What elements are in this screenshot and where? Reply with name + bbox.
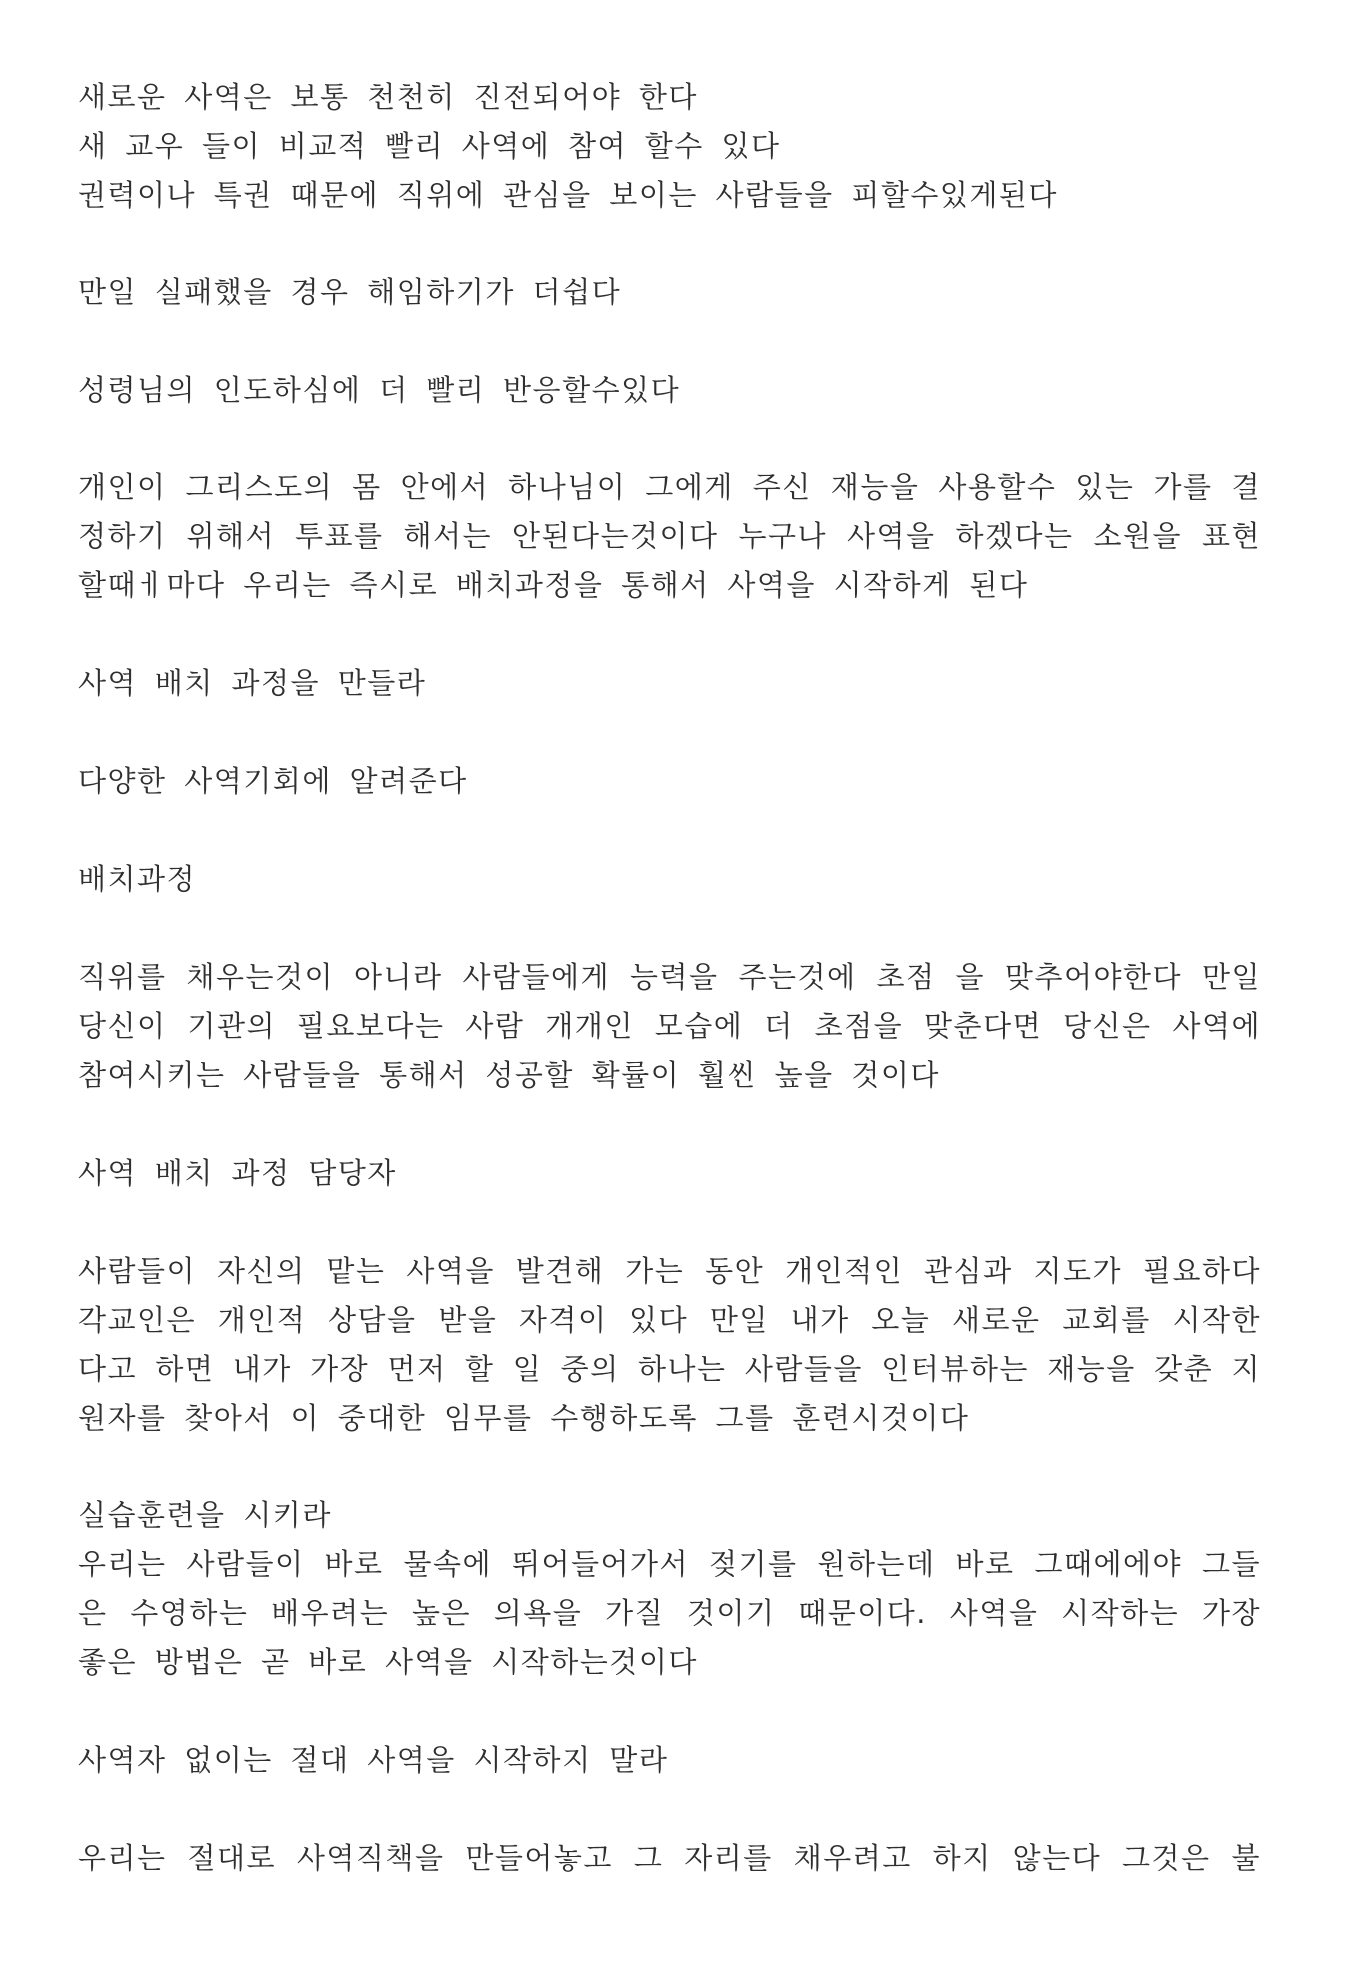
section-heading: 사역자 없이는 절대 사역을 시작하지 말라 xyxy=(78,1743,669,1777)
section-heading: 배치과정 xyxy=(78,862,197,896)
text-line: 성령님의 인도하심에 더 빨리 반응할수있다 xyxy=(78,373,681,407)
text-line: 다고 하면 내가 가장 먼저 할 일 중의 하나는 사람들을 인터뷰하는 재능을 갖춘 지 xyxy=(78,1352,1261,1386)
text-line: 할때ㅔ마다 우리는 즉시로 배치과정을 통해서 사역을 시작하게 된다 xyxy=(78,568,1029,602)
text-line: 새 교우 들이 비교적 빨리 사역에 참여 할수 있다 xyxy=(78,129,781,163)
text-line: 원자를 찾아서 이 중대한 임무를 수행하도록 그를 훈련시것이다 xyxy=(78,1401,970,1435)
text-line: 정하기 위해서 투표를 해서는 안된다는것이다 누구나 사역을 하겠다는 소원을 표현 xyxy=(78,519,1261,553)
section-heading: 실습훈련을 시키라 xyxy=(78,1498,332,1532)
text-line: 사람들이 자신의 맡는 사역을 발견해 가는 동안 개인적인 관심과 지도가 필요하다 xyxy=(78,1254,1261,1288)
text-line: 개인이 그리스도의 몸 안에서 하나님이 그에게 주신 재능을 사용할수 있는 가를 결 xyxy=(78,470,1261,504)
text-line: 권력이나 특권 때문에 직위에 관심을 보이는 사람들을 피할수있게된다 xyxy=(78,178,1058,212)
text-line: 각교인은 개인적 상담을 받을 자격이 있다 만일 내가 오늘 새로운 교회를 시작한 xyxy=(78,1303,1261,1337)
text-line: 새로운 사역은 보통 천천히 진전되어야 한다 xyxy=(78,80,698,114)
text-line: 참여시키는 사람들을 통해서 성공할 확률이 훨씬 높을 것이다 xyxy=(78,1058,940,1092)
text-line: 당신이 기관의 필요보다는 사람 개개인 모습에 더 초점을 맞춘다면 당신은 사역에 xyxy=(78,1009,1261,1043)
text-line: 우리는 사람들이 바로 물속에 뛰어들어가서 젖기를 원하는데 바로 그때에에야 그들 xyxy=(78,1547,1261,1581)
text-line: 만일 실패했을 경우 해임하기가 더쉽다 xyxy=(78,275,622,309)
text-line: 좋은 방법은 곧 바로 사역을 시작하는것이다 xyxy=(78,1645,698,1679)
text-line: 우리는 절대로 사역직책을 만들어놓고 그 자리를 채우려고 하지 않는다 그것은 불 xyxy=(78,1841,1261,1875)
text-line: 직위를 채우는것이 아니라 사람들에게 능력을 주는것에 초점 을 맞추어야한다 만일 xyxy=(78,960,1261,994)
text-line: 다양한 사역기회에 알려준다 xyxy=(78,764,468,798)
text-line: 은 수영하는 배우려는 높은 의욕을 가질 것이기 때문이다. 사역을 시작하는 가장 xyxy=(78,1596,1261,1630)
section-heading: 사역 배치 과정 담당자 xyxy=(78,1156,397,1190)
section-heading: 사역 배치 과정을 만들라 xyxy=(78,666,427,700)
